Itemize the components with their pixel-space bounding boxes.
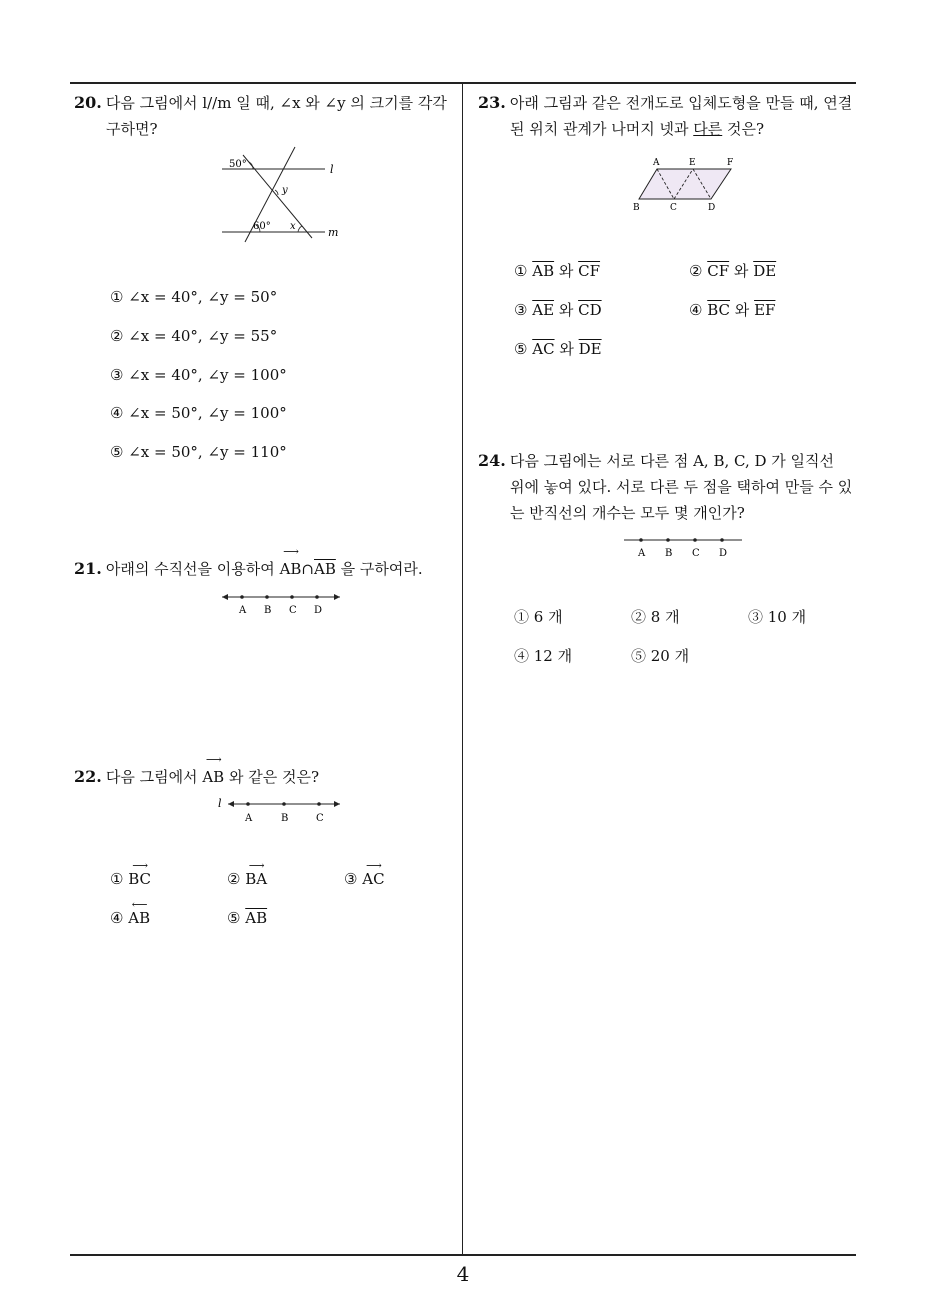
q23-parallelogram — [639, 169, 731, 199]
q20-option-4[interactable]: ④ ∠x = 50°, ∠y = 100° — [110, 404, 287, 422]
q21-number-line — [218, 590, 344, 618]
q22-line-figure — [216, 796, 346, 826]
q21-label-a: A — [239, 605, 247, 616]
q21-point-a — [240, 595, 244, 599]
q24-label-a: A — [638, 548, 646, 559]
q22-label-c: C — [316, 813, 324, 824]
q23-label-c: C — [670, 203, 677, 213]
q23-text-line1: 아래 그림과 같은 전개도로 입체도형을 만들 때, 연결 — [509, 94, 853, 112]
q24-label-d: D — [719, 548, 728, 559]
q23-option-4[interactable]: ④ $\overline{BC}$ 와 $\overline{EF}$ — [689, 301, 776, 319]
q21-stem — [74, 545, 459, 582]
q22-point-c — [317, 802, 321, 806]
q24-point-d — [720, 538, 724, 542]
q22-ray-ab: ⟶ AB — [202, 753, 225, 786]
q24-label-b: B — [665, 548, 673, 559]
q21-left-arrowhead — [222, 594, 228, 600]
q21-label-d: D — [314, 605, 323, 616]
q20-option-2[interactable]: ② ∠x = 40°, ∠y = 55° — [110, 327, 278, 345]
q22-option-4[interactable]: ④ ⟵ AB — [110, 898, 151, 927]
q22-left-arrowhead — [228, 801, 234, 807]
q22-option-2[interactable]: ② ⟶ BA — [227, 859, 268, 888]
q23-text-line2-post: 것은? — [727, 120, 765, 138]
q20-text-line1: 다음 그림에서 l//m 일 때, ∠x 와 ∠y 의 크기를 각각 — [105, 94, 447, 112]
q23-text-line2-pre: 된 위치 관계가 나머지 넷과 — [510, 120, 689, 138]
q24-text-line3: 는 반직선의 개수는 모두 몇 개인가? — [510, 504, 745, 522]
q24-text-line1: 다음 그림에는 서로 다른 점 A, B, C, D 가 일직선 — [509, 452, 835, 470]
q24-label-c: C — [692, 548, 700, 559]
q21-ray-arrow: ⟶ — [283, 545, 298, 558]
q22-text-post: 와 같은 것은? — [228, 768, 320, 786]
page-number: 4 — [456, 1262, 470, 1286]
q22-point-b — [282, 802, 286, 806]
q22-right-arrowhead — [334, 801, 340, 807]
q22-label-b: B — [281, 813, 289, 824]
q22-option-3[interactable]: ③ ⟶ AC — [344, 859, 385, 888]
q24-point-b — [666, 538, 670, 542]
q23-option-3[interactable]: ③ $\overline{AE}$ 와 $\overline{CD}$ — [514, 301, 602, 319]
q22-label-l: l — [218, 797, 222, 810]
q22-number: 22. — [74, 767, 102, 786]
q24-number: 24. — [478, 451, 506, 470]
q21-ray-ab: ⟶ AB — [279, 545, 302, 578]
q21-segment-ab: $\overline{AB}$ — [314, 560, 336, 578]
q21-number: 21. — [74, 559, 102, 578]
top-rule — [70, 82, 856, 84]
q21-point-c — [290, 595, 294, 599]
q20-number: 20. — [74, 93, 102, 112]
q23-text-line2-underline: 다른 — [693, 120, 723, 138]
q20-option-1[interactable]: ① ∠x = 40°, ∠y = 50° — [110, 288, 278, 306]
q21-label-b: B — [264, 605, 272, 616]
q20-label-m: m — [328, 226, 339, 239]
q20-label-y: y — [282, 185, 288, 196]
q21-point-d — [315, 595, 319, 599]
q22-point-a — [246, 802, 250, 806]
q21-text-post: 을 구하여라. — [340, 560, 423, 578]
q22-option-1[interactable]: ① ⟶ BC — [110, 859, 152, 888]
q21-cap: ∩ — [301, 560, 314, 578]
q21-label-c: C — [289, 605, 297, 616]
q21-point-b — [265, 595, 269, 599]
q24-stem — [478, 448, 863, 526]
q24-point-c — [693, 538, 697, 542]
q21-text-pre: 아래의 수직선을 이용하여 — [105, 560, 275, 578]
q24-option-2[interactable]: ② 8 개 — [631, 608, 680, 626]
q24-point-a — [639, 538, 643, 542]
q20-label-60: 60° — [253, 221, 271, 232]
q23-label-d: D — [708, 203, 716, 213]
q20-figure — [220, 145, 350, 245]
q22-label-a: A — [245, 813, 253, 824]
q24-option-4[interactable]: ④ 12 개 — [514, 647, 573, 665]
bottom-rule — [70, 1254, 856, 1256]
q22-option-5[interactable]: ⑤ $\overline{AB}$ — [227, 909, 268, 927]
q24-option-1[interactable]: ① 6 개 — [514, 608, 563, 626]
q20-label-l: l — [330, 163, 334, 176]
q20-label-x: x — [290, 221, 296, 232]
q20-text-line2: 구하면? — [106, 120, 158, 138]
q20-option-5[interactable]: ⑤ ∠x = 50°, ∠y = 110° — [110, 443, 287, 461]
q24-option-3[interactable]: ③ 10 개 — [748, 608, 807, 626]
q22-text-pre: 다음 그림에서 — [105, 768, 198, 786]
q23-label-a: A — [653, 158, 660, 168]
q23-number: 23. — [478, 93, 506, 112]
q22-stem — [74, 753, 459, 790]
q23-label-f: F — [727, 158, 734, 168]
q23-net-figure — [630, 155, 742, 215]
q22-ray-arrow: ⟶ — [205, 753, 221, 766]
q21-right-arrowhead — [334, 594, 340, 600]
q23-option-1[interactable]: ① $\overline{AB}$ 와 $\overline{CF}$ — [514, 262, 601, 280]
q23-option-5[interactable]: ⑤ $\overline{AC}$ 와 $\overline{DE}$ — [514, 340, 602, 358]
q23-label-b: B — [633, 203, 640, 213]
q20-option-3[interactable]: ③ ∠x = 40°, ∠y = 100° — [110, 366, 287, 384]
q24-option-5[interactable]: ⑤ 20 개 — [631, 647, 690, 665]
q23-stem — [478, 90, 863, 142]
q23-option-2[interactable]: ② $\overline{CF}$ 와 $\overline{DE}$ — [689, 262, 777, 280]
q24-text-line2: 위에 놓여 있다. 서로 다른 두 점을 택하여 만들 수 있 — [510, 478, 853, 496]
column-divider — [462, 82, 463, 1256]
q24-line-figure — [620, 534, 746, 562]
q23-label-e: E — [689, 158, 696, 168]
q20-arc-x — [298, 226, 302, 232]
q20-stem — [74, 90, 459, 142]
q20-label-50: 50° — [229, 159, 247, 170]
